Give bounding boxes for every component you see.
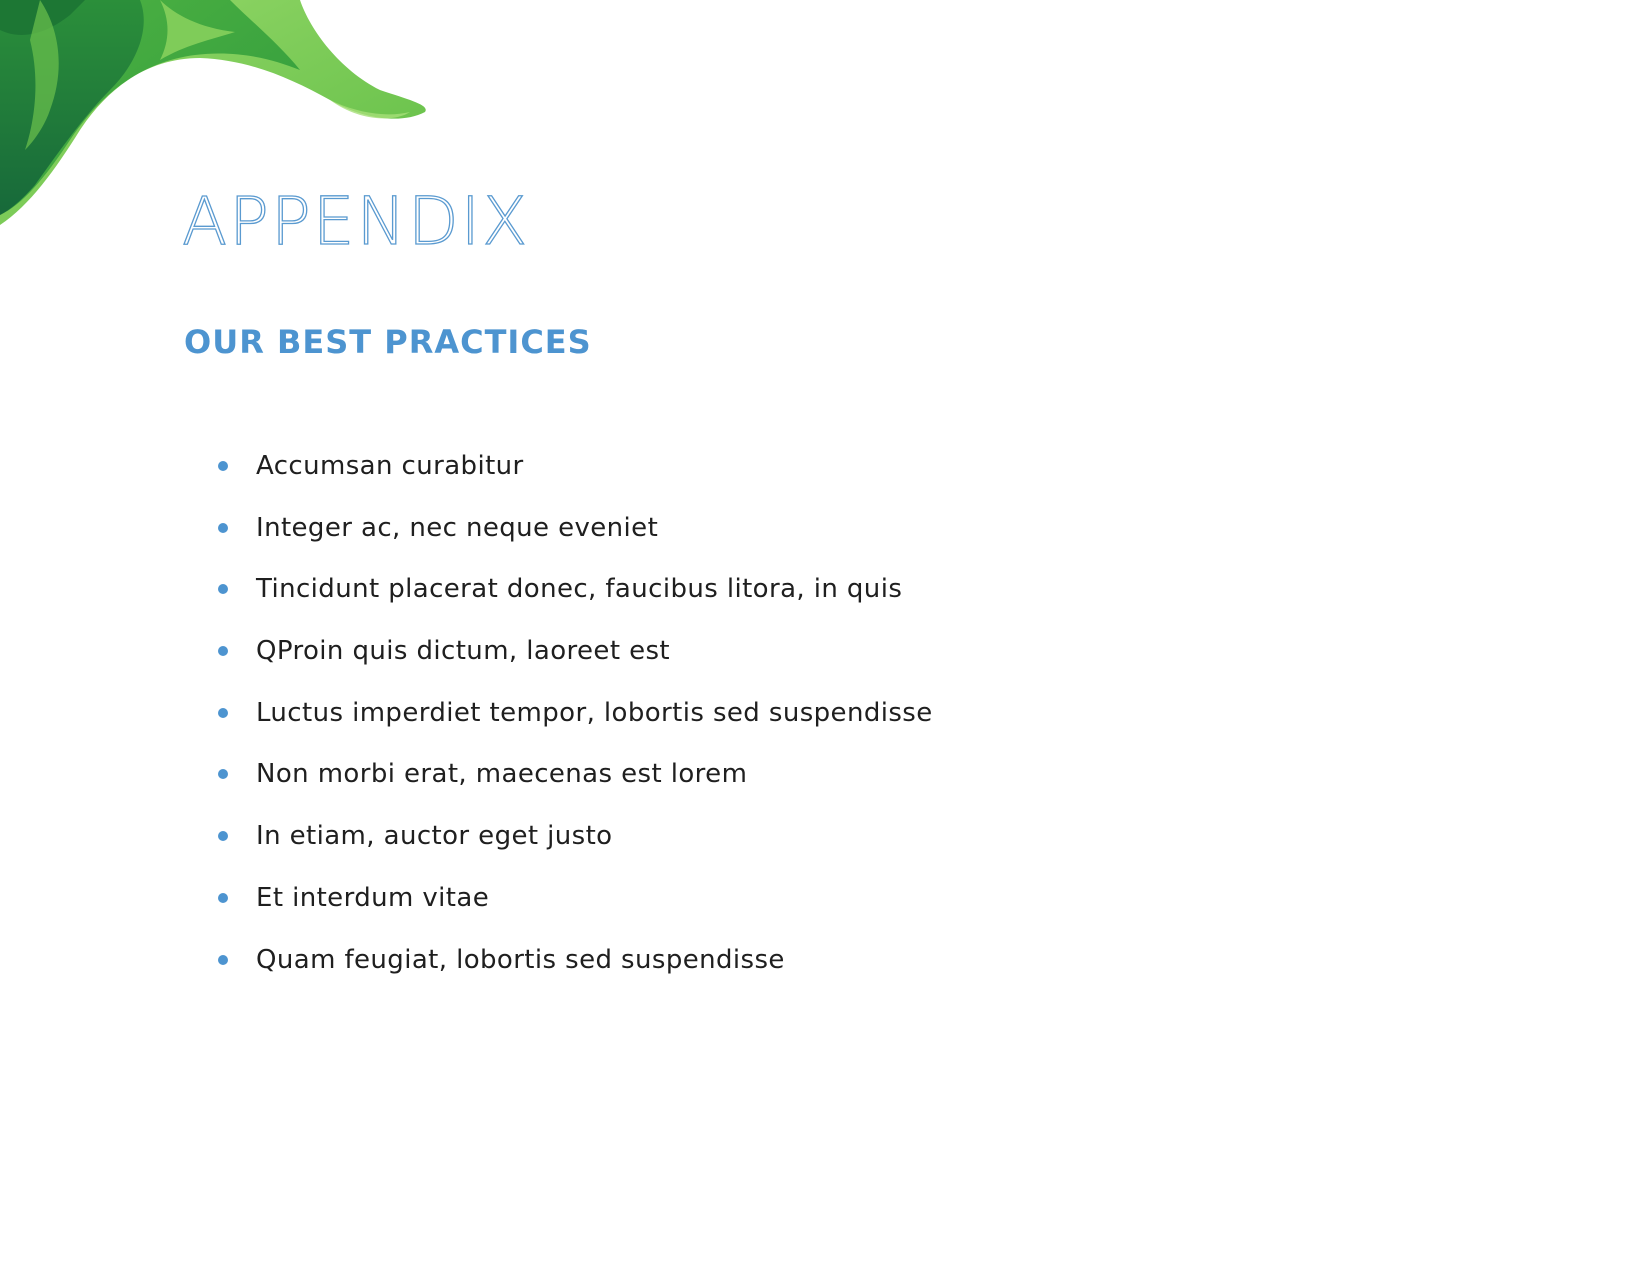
list-item xyxy=(218,818,933,880)
bullet-dot-icon xyxy=(218,955,228,965)
list-item-text: In etiam, auctor eget justo xyxy=(256,821,613,852)
list-item-text: Tincidunt placerat donec, faucibus litora, in quis xyxy=(256,574,903,605)
bullet-dot-icon xyxy=(218,831,228,841)
bullet-dot-icon xyxy=(218,646,228,656)
page-title: APPENDIX xyxy=(182,183,530,260)
list-item xyxy=(218,756,933,818)
list-item xyxy=(218,510,933,572)
bullet-dot-icon xyxy=(218,523,228,533)
list-item-text: Integer ac, nec neque eveniet xyxy=(256,512,659,543)
list-item-text: Luctus imperdiet tempor, lobortis sed suspendisse xyxy=(256,697,933,728)
list-item xyxy=(218,633,933,695)
bullet-dot-icon xyxy=(218,584,228,594)
list-item xyxy=(218,880,933,942)
list-item xyxy=(218,942,933,1004)
bullet-dot-icon xyxy=(218,708,228,718)
bullet-dot-icon xyxy=(218,769,228,779)
section-heading: OUR BEST PRACTICES xyxy=(184,323,592,361)
list-item-text: Accumsan curabitur xyxy=(256,451,524,481)
list-item-text: Et interdum vitae xyxy=(256,882,490,913)
list-item-text: Quam feugiat, lobortis sed suspendisse xyxy=(256,944,785,975)
bullet-dot-icon xyxy=(218,893,228,903)
list-item-text: QProin quis dictum, laoreet est xyxy=(256,636,671,667)
bullet-dot-icon xyxy=(218,461,228,471)
list-item xyxy=(218,571,933,633)
list-item-text: Non morbi erat, maecenas est lorem xyxy=(256,759,748,790)
practices-list xyxy=(218,448,933,1003)
list-item xyxy=(218,448,933,510)
list-item xyxy=(218,695,933,757)
